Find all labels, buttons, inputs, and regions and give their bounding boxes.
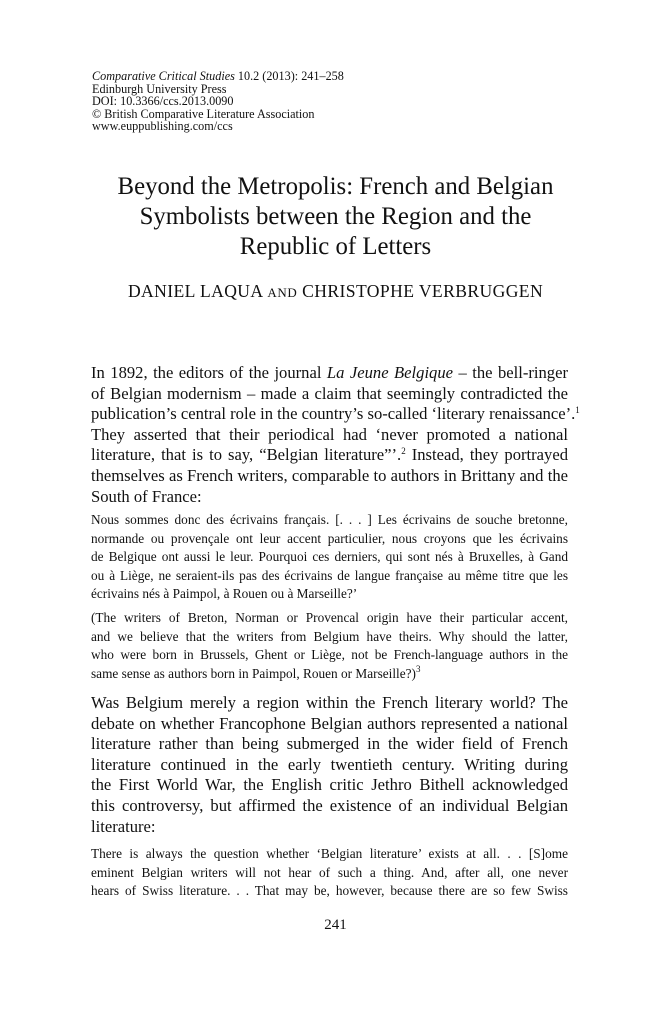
title-line-1: Beyond the Metropolis: French and Belgian [117,173,554,200]
quote-line: who were born in Brussels, Ghent or Liège, not be French-language authors in the [91,647,568,662]
journal-title: La Jeune Belgique [326,363,454,382]
text-run: In 1892, the editors of the journal [91,363,327,382]
paragraph-line: themselves as French writers, comparable to authors in Brittany and the [91,465,568,485]
text-run: Instead, they portrayed [405,445,568,465]
paragraph-line [91,404,580,425]
author-1: DANIEL LAQUA [127,281,263,301]
copyright: © British Comparative Literature Association [92,106,315,121]
paragraph-line: this controversy, but affirmed the existence of an individual Belgian [91,795,568,815]
text-run: same sense as authors born in Paimpol, Rouen or Marseille?) [91,665,416,681]
quote-line: Nous sommes donc des écrivains français. [. . . ] Les écrivains de souche bretonne, [91,512,568,527]
article-title [80,172,591,262]
paragraph-line: South of France: [91,486,202,506]
journal-name: Comparative Critical Studies [92,69,235,83]
block-quote-translation [91,609,568,683]
text-run: literature, that is to say, “Belgian literature”’. [91,445,402,465]
title-line-3: Republic of Letters [239,233,432,260]
paragraph-line: literature rather than being submerged in the wider field of French [91,734,568,754]
paragraph-line [91,445,568,466]
text-run: – the bell-ringer [453,363,568,382]
title-line-2: Symbolists between the Region and the [139,203,532,230]
journal-header [92,70,572,133]
publisher: Edinburgh University Press [92,81,227,96]
quote-line: eminent Belgian writers will not hear of such a thing. And, after all, one never [91,864,568,880]
quote-line: hears of Swiss literature. . . That may be, however, because there are so few Swiss [91,883,568,898]
footnote-ref-2[interactable]: 2 [401,446,406,457]
page-number: 241 [324,917,347,933]
volume-pages: 10.2 (2013): 241–258 [234,69,344,83]
paragraph-line: They asserted that their periodical had ‘never promoted a national [91,424,568,444]
paragraph-line: Was Belgium merely a region within the French literary world? The [91,693,568,712]
paragraph-line: the First World War, the English critic Jethro Bithell acknowledged [91,775,568,795]
doi: DOI: 10.3366/ccs.2013.0090 [92,94,234,108]
footnote-ref-3[interactable]: 3 [415,663,421,674]
paragraph-line: literature continued in the early twentieth century. Writing during [91,754,568,774]
citation-line [92,70,572,83]
paragraph-1 [91,363,580,507]
author-conjunction: AND [267,285,298,300]
quote-line: écrivains nés à Paimpol, à Rouen ou à Marseille?’ [91,586,358,601]
footnote-ref-1[interactable]: 1 [575,405,580,416]
block-quote-french [91,511,568,604]
journal-website: www.euppublishing.com/ccs [92,119,233,133]
paragraph-line: of Belgian modernism – made a claim that seemingly contradicted the [91,383,568,403]
quote-line: normande ou provençale ont leur accent particulier, nous croyons que les écrivains [91,530,568,546]
paragraph-line [91,363,568,384]
text-run: publication’s central role in the country’s so-called ‘literary renaissance’. [91,404,576,424]
article-authors [60,281,611,302]
paragraph-line: debate on whether Francophone Belgian authors represented a national [91,713,568,733]
paragraph-line: literature: [91,816,156,836]
paragraph-2 [91,693,568,837]
quote-line: There is always the question whether ‘Belgian literature’ exists at all. . . [S]ome [91,846,568,861]
quote-line: de Belgique ont aussi le leur. Pourquoi ces derniers, qui sont nés à Bruxelles, à Gand [91,549,568,564]
quote-line: and we believe that the writers from Belgium have theirs. Why should the latter, [91,628,568,644]
quote-line: ou à Liège, ne seraient-ils pas des écrivains de langue française au même titre que les [91,567,568,583]
block-quote-bithell [91,845,568,901]
author-2: CHRISTOPHE VERBRUGGEN [302,281,544,301]
quote-line: (The writers of Breton, Norman or Provencal origin have their particular accent, [91,610,568,625]
quote-line [91,665,568,684]
